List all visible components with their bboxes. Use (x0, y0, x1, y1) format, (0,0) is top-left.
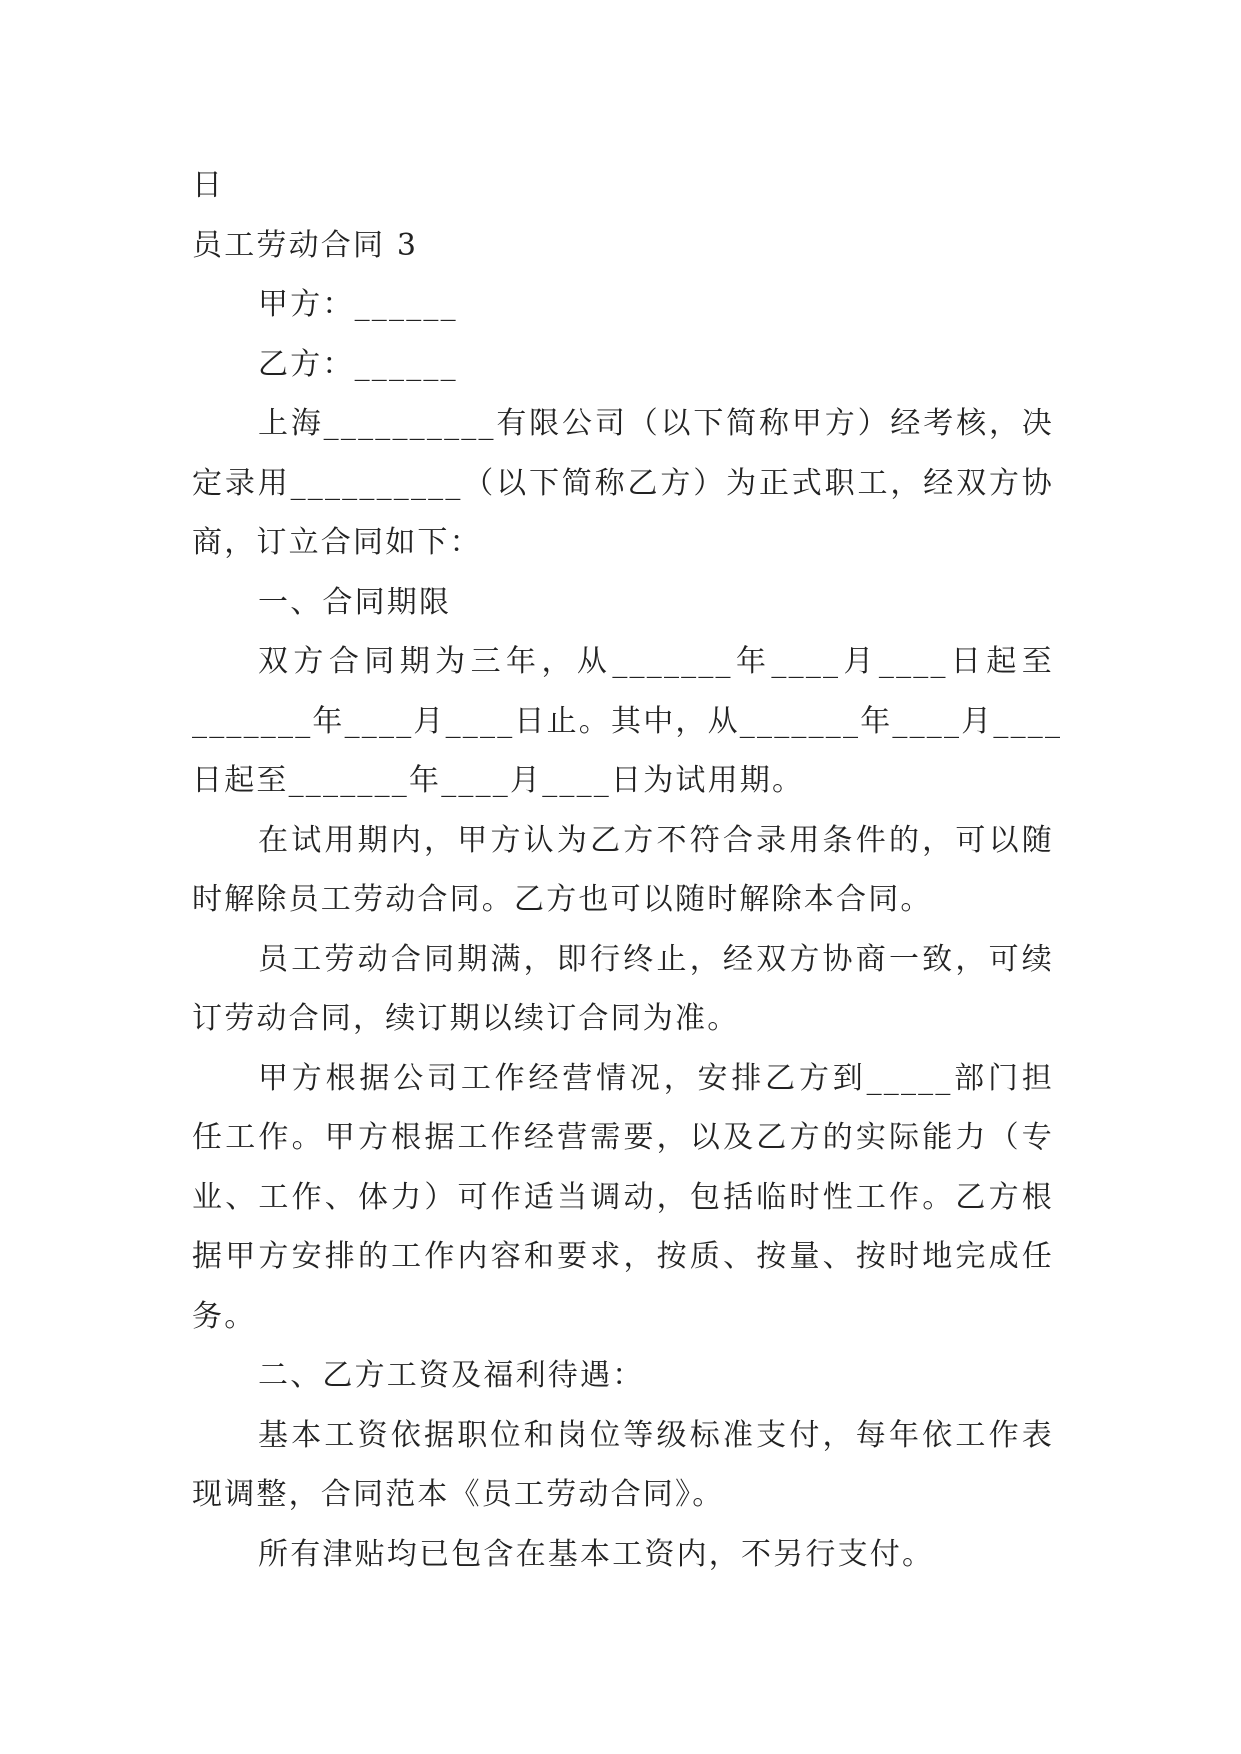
salary-line-1: 基本工资依据职位和岗位等级标准支付，每年依工作表 (258, 1417, 1054, 1453)
term-line-1: 双方合同期为三年，从_______年____月____日起至 (258, 644, 1054, 679)
intro-line-3: 商，订立合同如下： (192, 525, 482, 560)
section-heading-salary: 二、乙方工资及福利待遇： (258, 1358, 645, 1393)
term-line-2: _______年____月____日止。其中，从_______年____月____ (192, 703, 1063, 739)
contract-title: 员工劳动合同 3 (192, 227, 419, 263)
intro-line-1: 上海__________有限公司（以下简称甲方）经考核，决 (258, 406, 1054, 441)
renewal-line-2: 订劳动合同，续订期以续订合同为准。 (192, 1001, 740, 1036)
assignment-line-2: 任工作。甲方根据工作经营需要，以及乙方的实际能力（专 (192, 1120, 1054, 1155)
renewal-line-1: 员工劳动合同期满，即行终止，经双方协商一致，可续 (258, 941, 1054, 977)
term-line-3: 日起至_______年____月____日为试用期。 (192, 763, 805, 798)
assignment-line-1: 甲方根据公司工作经营情况，安排乙方到_____部门担 (258, 1060, 1054, 1096)
party-b-line: 乙方：______ (258, 346, 458, 382)
intro-line-2: 定录用__________（以下简称乙方）为正式职工，经双方协 (192, 465, 1054, 501)
section-heading-term: 一、合同期限 (258, 584, 452, 620)
assignment-line-4: 据甲方安排的工作内容和要求，按质、按量、按时地完成任 (192, 1239, 1054, 1274)
party-a-line: 甲方：______ (258, 287, 458, 322)
salary-line-2: 现调整，合同范本《员工劳动合同》。 (192, 1477, 725, 1512)
document-body (192, 156, 1063, 1584)
allowance-line: 所有津贴均已包含在基本工资内，不另行支付。 (258, 1536, 935, 1572)
text-line-date-fragment: 日 (192, 168, 225, 203)
probation-line-2: 时解除员工劳动合同。乙方也可以随时解除本合同。 (192, 882, 933, 917)
probation-line-1: 在试用期内，甲方认为乙方不符合录用条件的，可以随 (258, 822, 1054, 858)
assignment-line-3: 业、工作、体力）可作适当调动，包括临时性工作。乙方根 (192, 1179, 1054, 1215)
assignment-line-5: 务。 (192, 1298, 257, 1334)
